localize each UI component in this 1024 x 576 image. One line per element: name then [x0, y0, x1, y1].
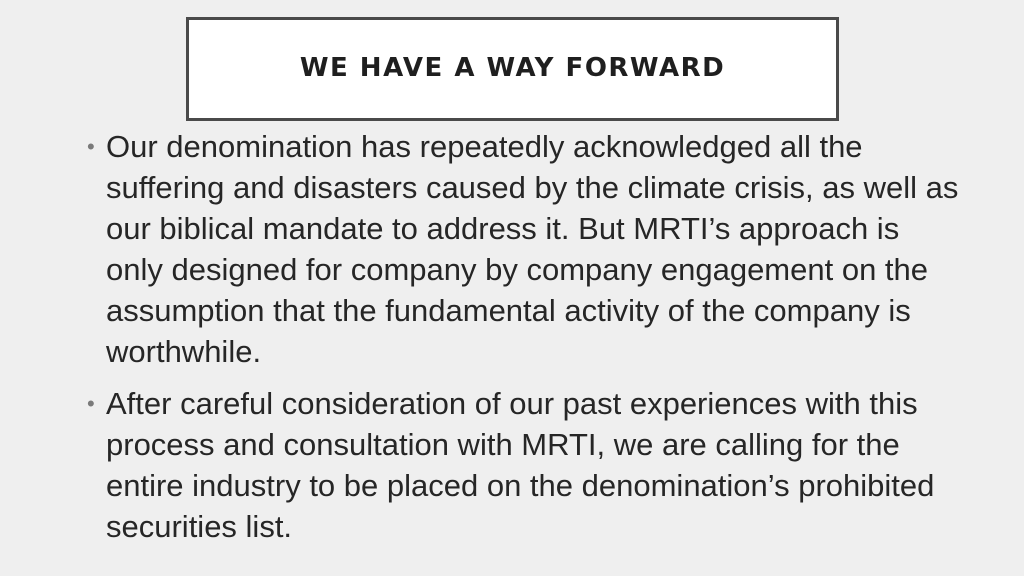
bullet-text-1: Our denomination has repeatedly acknowledged all the suffering and disasters caused by the climate crisis, as well as our biblical mandate to address it. But MRTI’s approach is only designed for company by company engagement on the assumption that the fundamental activity of the company is worthwhile. [106, 129, 959, 369]
bullet-dot-icon: • [87, 391, 95, 416]
bullet-item-2 [84, 383, 964, 547]
slide-title: WE HAVE A WAY FORWARD [299, 53, 726, 83]
bullet-text-2: After careful consideration of our past experiences with this process and consultation with MRTI, we are calling for the entire industry to be placed on the denomination’s prohibited securities list. [106, 386, 935, 544]
bullet-item-1 [84, 126, 964, 372]
title-box [186, 17, 839, 121]
bullet-dot-icon: • [87, 134, 95, 159]
bullet-list [84, 126, 964, 547]
